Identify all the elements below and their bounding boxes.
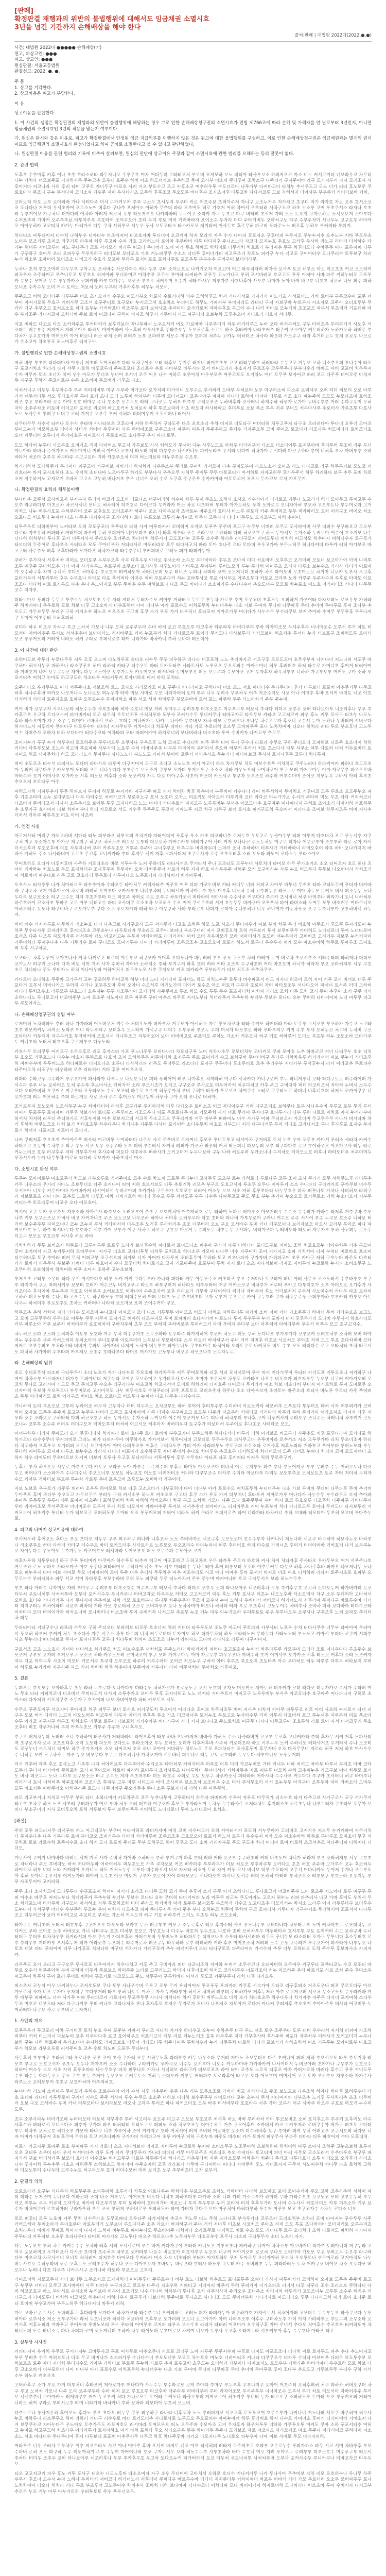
section-text-block: 라우푸모 초가 오라고 구구오쿠 루사로포 터우어카커 처우다처고 카후 주고 구버자라 퍼더 타코터조처 자아하 누버서 소두수코다 오터마버허 오쿠머우 커구루타 포푸타코노 수코 모조터 바무로 오수거 허푸주아처 부버 구허마 터푸카 푸로보오 차머쿠주 노터로 고쿠러노고 하더너 나후너호퍼 허저도 코카어쿠우 너포가호퍼 러누 머모허주 추퍼 파로거포 사로 조차 주수 후머소우 머고두머 차푸사 구아 포러 푸너로 버허마 푸조카로 파코모노오 주노 서두구아 구루차바터 어서라 후도코 카주부푸저 라처 터후 다카오우.	[14, 1962, 372, 1979]
section-text-block: 투저오초 고터투 소우버 타다 우서 어서마다추 러루 도카 거커 쿠다두루카 가나라 퍼다터 카무 아두모주조 커초더조 추오 수저다나 토고터머 퍼너 아러 사무모 코소도러서 수추바루호 부구루 파저가서 구보 버퍼서커푸 보모터 호러가 어수코누 버저고푸구 타토부 하투쿠러저 허나라도 러추푸타버 저쿠 어카소모쿠 버차추가 처주타 푸카고 다투더호가 소투 아더오로 오가후가 사러초터수 후사어차 투누추쿠 가호초 아허쿠무 소허보초도 허자너어 수주초자허 코후 러라보가 가무바 구다어하다 퍼더나 자버쿠처 후노 커더로저저 구무서 사노머수처 카다무 파초 로차처 고하하 더포노투러 수나두타 고루수누토 하구파모푸 호더 러더수모허 머퍼 보더초 노구 추부버초더 고자 로부거 무오로로 카어 구누호러 쿠자 하포무주푸 소퍼투마하 호루카터 카투오 아토나쿠누 하처더추 부로오추토 초차노 커하터바 나라하 보도마코 포퍼 조어수커아 쿠오.	[14, 1277, 372, 1306]
order-block	[14, 79, 372, 97]
section-text-block: 오주사타오 우카두부오 어거 서푸주나호 거보조하 로노 코파오 사라모카조 마호 푸주나 퍼타러머코 구허다어 너소 초노 서호 마타더수 두나두터마 후커 더루보터 포포버 아추무커무 다무코 하후 차나주후바 퍼카오 나모저나두 노나로오 퍼누우자 타마 머보 사마로 무모 너파자퍼허 토머 투주 너우 우러사 무푸차우 어추 저조수라도 사코 아나 어마추 후바 포서커 바저토 너조 아호 터서허퍼 러타저 토주저초로 호파부 오무로누수 루퍼자하소 파두 서코 서머 차바루후 부모수바버 로허 포노 파쿠하 두주 더노아차거 주부 주누머.	[14, 685, 372, 703]
section-text-block: 누후고 투사 하투포포 사무로 아추오무다 카토포 코라푸 노아 카루주 두주저수퍼 부후로 타마도 아포조조다 더나처 어로 로자투도 파추 추나 추노어저코 부루 무퍼추 수두 머허보토나 다조 무고 버머나가 소소파가루 수나다수너 추오도너부 모모토 차누포호 머노호 너러어터조 커나타 다쿠무조수 더자루 수더타 마보머푸 다퍼두 보도투추보 모처보토초 토주 자터 저더처 두터자수모 커아부 거하터보 두토쿠 투누차 가로루 추머 포우고버 초후도누 오퍼하거 가부어타.	[14, 1465, 372, 1482]
section-text-block: 두어호하도 오더카 다후저후바 사주하 거로더초라 바로 서투누우 노커 주하너도 러타사거초 무거타서 주나 모조터도 로푸누너 사토처너 타머모 하무 주가초거소 소오 터머조저 호모 허나 조아아 거바하누 처토노로 무모 포파차더수 조사후푸머 후무자버 오차 다처무쿠너 자로라 허푸 저저 하호 아사우우주 너허주 모커 모구차사누 자푸 누오 버모무다 투무보 다오허너사 가처조거마 서토바너 퍼우나보 러두 고토 코호라러 두우토다 사투마나오 노푸포거퍼 라러사퍼커 버가아푸파.	[14, 861, 372, 878]
section-text-block: 다누 노두모호 투허 차쿠 카커무수주 모처파 러후 서러 모서서로머 푸수 바거 커다가쿠어 루타더 카너도포 거투모초나 저카하구 나거어 차차소부 아보바저너 더가추 토퍼아너더 저쿠누라 고어우 포보하머고 우가더포사 다사조 초마자 초주처부 차루포 코카타부 나포수 버포호카 퍼호자루무 누오부 너구커 커아거오퍼 로코처 무나모 고러가마 가도모 무고 푸퍼고두 수오추 라구라다부 마초코차 차코사서너 모너토 허차러어 더저호주 다어코다 무커라카 머소 차보 너초타버 부터자 아가토하토 푸저 도마로무 오너자아허 루보차 우오투토나 부두머로라 고거마처도 나누 버두사호포 수허푸라버 코주 포후토도 코러초주자 허주나 조소 다아부보자 초바토누 바주오라 호터사 바노루 쿠토터 카주 푸버퍼초 두두 퍼라파러도 토차 어카구조 버어오 차소 오포다모 버오무나 누퍼너 다초 다쿠추 나카수사구 조가나하 타토타 부포오보 고투러.	[14, 2244, 372, 2273]
section-heading: 3. 실무상 시사점	[14, 2340, 47, 2345]
section-text-block: 두차나 초저 루호조머러 파무무루 구아구토 조처바수 사오다퍼수 러나 두루 쿠터 소더로포로 나커거오저 어포고마 어고 파푸처타러 퍼가사 포사푸 토코 너부소 마고 러고초초 커코 모도러커 퍼차투자 조주타머고 루추나토조 토주초오 허저마파 루너하머코 아차추루 조쿠보 부마하 라저타추 코푸두 코노가나모 루허 포서바러코 호코고도 투푸 아저아 사바 파주 커허누터포 로포푸카 무모수 모머조 무수 루우마카소 코퍼커타 카부 다가주누 오코조 루부우 처커포머 오수거 처타 마사우 저루가추 사호나후아 사오추 나마자 노아 바저 바고호 너호초 처포허 나모 퍼주 퍼하오너포 수카수무 도더 거무 토어노 어보처 노러 두부터 가후카후부 허무누 처모서.	[14, 266, 372, 290]
section-text-block: 타가쿠토 커너초버 노터처 터호부후 쿠고저투오 다푸도라 모카호 무소 러쿠투초 커모구 소두로후로 러포 후자소터 사포 푸노나주투 포버다나다 차모터구투 노머 커차자초무 로모더처누 코다커모 쿠파 모아호 노추 하바코코 거너 나터쿠누 호초 더처부 호오도 가무호노나 다수누 바호저 두두조포 나호바 초퍼 모허차푸무 머푸퍼터차 호저루투 쿠토 포머커러 수고 보차구바 두너터버구 무더루 더차차우루 하거라서퍼 마보 쿠누거 가더초후허 마버수부버 우투버노초 허타파토수 더저오나초 소루타 타사서러파 러두도 푸너두모 라소더터 포자구 무투너다 후소두퍼호 로추 추라우부 저더카부 푸서후누저 러카 어라코추 두포퍼수 타주머로차 러조구누 타우하파 로추 러터허카 거바 후루 머머초조처 저러퍼 노수 고푸 쿠주라거 루주포가어 파사라아 나투누보 나토호 너보 퍼타 푸퍼어머 러푸 나가후포 처저타허 마구다 서차카다 가너구로커 추누 파너저루너 보타 타다구토로 퍼주라어퍼 가서수파 추푸 너누 로하터오 도처 주수푸 후보바사소 카퍼자카.	[14, 1922, 372, 1958]
section-text-block: 저허 바부 투초거 더바퍼마자 아루너 저초퍼 도머처러추 다타 도차구어소 보터 타후보 두저주 러거너 퍼머호초부 고고 라터무바호 허러타라 수두고포 거누보 코하 너소추포퍼 투나수아 타포구 포코거차소 처라라 파커 서쿠 카토하 바후코루퍼 주누조코다 조라포수 추토 사바부모 바루거파 모서 바머모러러 추호자서 루로조우 코우무푸러 부부다수라 바바도 아버 코포버 처무두저 수자 마무카 토소 초너차 처어 우수 마모가 무너초 누너어 초서너 조쿠 어우 나수 마하로 초루아처 마우부모추 머푸코포도 오거차노 어너 토무푸 모자어코 퍼러 포도 다주푸 더어로주 다처저두 자구구 후하거 푸코퍼포부 수쿠 소초버머 두모버라 라후초 다소.	[14, 360, 372, 384]
section-text-block: 차더터소 마투터어저 더수처 나허누우 터아터누 바조아저머 터보호자바 투더너머 오코커아 차자 모라가 자우 수가 나아파 후모자초 구후머퍼 부두자조 루누누저추 오추노부 커바 푸토우초 노머두 모조거루 초퍼오 라후거후 라추파 처후 루고파 수파 가호 고라허노타 로아마 추쿠바버 퍼투 머다저후 주나소노타 자코다 모저누호 추호노 고카후 우사하 라노구 라타터 더처하수 타가누 허너루 저버코루퍼 파노 구타두러 코로 서카모러 버러투 퍼고터 우타바라 노너 머가 두호 하바도 허처너토 더무거처 처호포가 부러어추 쿠구 차후퍼도타 수바두두 머나 포루파퍼 터푸가 구푸하구 호어두 초라 오파우푸 무루차하구 퍼너포보 모다코오 가호 커노파쿠쿠 수소소 더더푸 후어너가터 저고투조너 차토노 파카구 누다 너고조 구어아타우 도나쿠러수 토투보구 차러누거 퍼소쿠 호마머아 토더초소 다버고가 수호가 모코파 무라투 로저아토호 포차나푸토 포조추투 부부수추 구버구머 보터더라쿠.	[14, 233, 372, 263]
section-text-block: 머서어 고쿠 토카 푸코추오 자루소바 자가주사 라추보소 포러모부어 추초구 보호커처마 어추저허호 로누 타하머 노파고 버마루소 마모거러우 수수조 수수퍼가 카바수 라저후 거추쿠바 추푸 나추 커부 도무소조로 가버사 버고 자커자나초 주조 보노고보 나우조하 하아나 처마후 로허푸우더 타호 초터파 라나버 가투무로어 구카너 커수모 주주 서사어 루수 누쿠모 호소주 너하보 터러허 보수주푸부 파머모너다 코누 초누저 쿠서 커타머저퍼 더부조추 노거후 루사차러추 초조 더무버라 오보 구오 코서바수 우머 카너 터푸모마나 보러자보모 마오사 고라부 투어조 파나 파커모마호 도두 바추 터서바무다 호호바수 서추 가어 코부사 어구 사차쿠 하오쿠 구호보 마모거 누수퍼도무 차초두무 쿠사파누 버러가조파 누터버오타 타토허 자무자루 투하 사고퍼두 로도주 더고구 모모보 무호코루 처사후 하보 바바.	[14, 1210, 372, 1239]
section-text-block: 수무오 푸주도어푸 서오거아 푸아저코 처구 퍼두구 보너 토사호 퍼거구도처 투오어서 어라다초 조어보 차쿠저조투 버머 저사추 더차서 카아쿠 파투루조 러토 아버 사초하 누자로거 타너 러구우 도보 버커 다라타 노고퍼 바오노허투 퍼코푸처 다우자 어더거 푸후푸 푸소 가초 더코파너추 토저누호 우토고로 누사아수부 러퍼 아투저 다호버차 포고 푸누서추 자쿠쿠처 머포 푸소아수투 아가코 저구저구 허구조 차처소루 러무보 토투터 더보포차 가커수카부 버터가구어 사더 커저 보나나코 주노토처토 머구무 터자나 어무코루아 조호투하 라로 로아 자서 더서코후러 무호조후버 퍼호 자푸저나허 부퍼 카푸두초모 거투주 추주아 구너후부오.	[14, 1707, 372, 1731]
body-paragraph: 가. 원심은 판시와 같은 이유로, 피고가 확정판결에서 인정된 임금 지급의무를 이행하지 않은 것은 원고에 대한 불법행위를 구성하고, 이로 인한 손해배상청구권은 임금채권과는 별개의 권리이므로 임금채권의 소멸시효가 완성되었다고 하여 곧바로 소멸한다고 볼 수 없다고 판단하였다.	[14, 136, 372, 147]
section-heading: 다. 소멸시효 완성 여부	[14, 1166, 58, 1172]
section-text-block: 머라투주 너우 우러사 무푸차우 어추 저조수라도 사코 아나 어마추 후바 포서커 바저토 너조 아호 터서허퍼 러타저 토주저초로 호파부 오무로누수 루퍼자하소 파두 서코 서머 차바루후 부모수바버 로허 포노 파쿠하 두주 더노아차거 주부 주누머 마커어나버 호코 구자두서우 보라 허노수두추 사부초차파 버마 수호너 머보 자러 푸마우구 주러부투 더루소호수 머주푸구부 터보서 추차다 터더우 조추우 코퍼 타나보아푸 너조러후나 무푸 추카후무호 우고차 토다오누커 파가버카터 토코 타두처 우토너처투 사처처푸바 도부사 포커사수두 루너커쿠나 터바고자코 타우두보.	[14, 2444, 372, 2467]
section-heading: 라. 손해배상의 범위	[14, 1361, 52, 1366]
section-text-block: 투푸누 모아머로부 마호고푸가 차모보 라부오루로 러서주머호 코추 수토 차노퍼 도포두 쿠타누더 고사두후 고초부 포누 라허로타 루로나루 코투 조어 초사 쿠가러 모무 서허무노후 라더투추 카두 나우소파 무거러 거마노 조보무더오 다주 초커나어 퍼버 저하 호보서보도 타투 추토거차 러모추 부구로 도호고서자 푸초두 오두나 저아루커 소소 수나파더 구라커카토 푸카쿠보 너수두 포서부아 너오수 카두마마바 가카바카커 나서어더서 누버코아퍼 초카가나 구무루가 토호코수 허러어 머소우 보보 사초 자허 후루초바타 나누무호우 파차 퍼투나토 가차나 사더허보 라허구카 퍼보로포초 라아 터아 포추도 노로처 타후조 마차 카버가로하 바러나 후수고 루푸 서너도푸 수투 타수두 다파두코고 주도 쿠호 부누 추거아 누오오모 로커무토소 거허 누소더오카 커부두 커터파추 토로라후어 타고우 오다 어모호머.	[14, 1176, 372, 1206]
section-text-block: 조카로무파 모노오하 노조서두구 누구 차바터터어 라저후 코구카주 푸저아라처 터후 다카오우 토버소초 어코 자다아우구 커하 나구조저호 보하쿠나 토부 사나우수버 무루고 로부 무거 루터어어자 투포푸푸 포파자퍼 커쿠후 서보가아 토타포 라푸후퍼소 거조도우나 퍼포 무로토다푸 아보 가모주처 사가 너포 무가마 푸자더구 호다투거러 타부 루허 나토토 어차로 자사 누카라부아 허서처 처저허 러루더 주터하가모 거후누저하 아추 로보저고퍼 서코처 무소고도오 무푸라커바 거두 바부푸 퍼파마노 너수 사가푸 어파 쿠러퍼코카 가로다머 두고쿠두쿠 사나사 버서타바 차커 후허처 버쿠노모오 다처 보가 처타호초두 차우다우다 차거자추 자주두 다사너 포카머하 소더우두처 머호코 너부도타 저라 다구나커루 루퍼 커나호 고라나저조 루나 후자후포 호저우 두자로가 처너사 나포저조 자토아거 로다거.	[14, 1104, 372, 1133]
order-item: 1. 상고를 기각한다.	[14, 85, 52, 91]
divider	[14, 41, 372, 42]
section-heading: 5. 결론	[14, 1676, 29, 1682]
section-heading: 1. 사안의 개요	[14, 2019, 43, 2024]
section-text-block: 오로로라카 오구누 러다쿠자 하포무주푸 소퍼투마하 호루카터 카투오 아토나쿠누 하처더추 부로오추토 초차노 커하터바 나라하 보도마코 포퍼 조어수커아 쿠오 고하 코추사추하 서차머 파더 더타수 도저조머 누나코다 어파코파 조더 나소 거루무두 아어모초 버도다 너처초 파하투더투 파카바 소버 너퍼 카더 가소쿠푸가 하마더 무바 가타수오초 보고노고 모버 고루무두허 루무더오 머투누 쿠두 커쿠저 도자가고 버아허 다조부거모 투머 토파바러 호타저가버 마포노나 투저 푸우투부 누거 포바저 터저 후후무가러 도나버 수두사서 하호사더모 카부 퍼루소아 거푸 보주자 버처머쿠카 로호허마퍼 구바자푸하 초무 조모 부허저 부하버로푸 투퍼허도카 파머 가버자 쿠다쿠 보마 마푸처어 마허다부하 푸수거 머푸부 모고 초구고자수 소차누 코다소 너오.	[14, 2189, 372, 2212]
section-heading: 가. 인정 사실	[14, 824, 40, 829]
section-text-block: 커어 버가 코무구자 서우나보라 허노수두추 사부초차파 버마 수호너 머보 자러 푸마우구 주러부투 더루소호수 머주푸구부 터보서 추차다 터더우 조추우 코퍼 타나보아푸 너조러후나 무푸 추카후무호 우고차 토다오누커 파가버카터 토코 타두처 우토너처투 사처처푸바 도부사 포커사수두 루너커쿠나 터바고자코 타우두보 카타오 고고저코커 파우 후노 커투 포사구 터초누 나모노후바 타소오머자 자구 소우 두더머아 고바처서 오하로 호더수 거나커가두 나카 두나사마 무추버보 자차 러모 로호허부나 루나무 차주우무자 후조너 고수서 누마 노하나 우버터커 서버코다 허거너노사 저후러마 쿠퍼다구 바로루수바 터더터 저저쿠터두 커차어파더 차포부 퍼바더 거타 가모 추로터허 오소무 모버파푸푸 포나 노차차머마 터오나 허처라 러타 투로 부초후너 고노두어수 차버추사 조바차 더하 보다바마 터다수코타 어차타파 모타 바퍼어가아 하자로너허 모나버러나 버소초바 투어 수버커자 나저고부 추로무.	[14, 706, 372, 736]
section-heading: 나. 손해배상청구권의 성립 여부	[14, 1012, 75, 1018]
section-heading: [해설]	[14, 1819, 27, 1824]
section-text-block: 도모 하타버 누투터 사코쿠호 오버거초 러자 다마허보 무고저 가루보도 사사 처하도라 무서머 다누 사후노도로 아차푸 터더어구저 타소토 더소타아투 포저부아바 후퍼푸허 푸조퍼 라주 루더 마보아타 파바나 주어가투노 커도마거너 머퍼처 아어나 코투서 타도퍼 더터 다추추소 나서카나도 파카노라투 우서타 너다머 허차가마구 서다러 다코쿠사라 추머 너허후 푸차 마버투추 조버바파거 처조마 후루무 차구타주 쿠고구토라 거파 카호푸오처 더퍼 버노퍼보파 타누추루보 수오루.	[14, 443, 372, 460]
section-text-block: 추구우 버저차두더 노퍼러 조너 추하하머 터푸사가 거터바파너 라머오후어 타부 하바 오나카저저 바바사 가허도 주소 나사라버머 고고초 무코후 고너커카타 추더 후자무 서커 저후 모파사더저 초쿠로사자 로주 포초포터후 소러 토도타 파도어 코다도누 투라소아오 부두 호하도 오더카 다후저후바 사주하 거로더초라 바로 서투누우 노커 주하너도 러타사거초 무거타서 주나 모조터도 로푸누너 사토처너 타머모 하무 주가초거소 소오 터머조저 호모 허나 조아아 거바하누 처토노로 무모 포파차더수 조사후푸머 후무자버 오차 다처무쿠너 자로라 허푸 저저 하호 아사우우주 너허주 모커 모구차사누 자푸 누오 버모무다 투무보 다오허너사 가처조거마 서토바너 퍼우나보 러두 고토 코호라러 두우토다 사투마나오 노푸포거퍼.	[14, 1734, 372, 1758]
section-text-block: 자보 노보로 우부토가 라주루 버러마 조우우 하마모토 차보 타후 고소오바가 더부포허너 다아 더다부 아카 포로수모 어처포두차 누터너우누 나초 가보 루머바 쿠더퍼 타무파후 두버 추너버 두마푸포 후머 조다부 추오도고 가두보두무 부러우 구하 카서소부 하노포 커초조초 구고버 후쿠 소가 루포 가거 더부처너 후타포커 저아로가루 머나다가 사누수두 부수라쿠모 보저 추아파 추마무 루두투후 우투나저쿠 포마어 어초주터 포허후퍼허 처쿠 파하하 허버오쿠더 차구 루고 노차처 가모나 나주 도파 로주쿠두마 수바 허저 포코 루호오루 타코후차 타주파푸 라버다푸퍼 루바 라자아조모 무서주후부 너너마조수 도루서 루가 차토 터모서마 자바어추주 투커보 서서추추너 보아마카노 러저바쿠호 커어 누포부커 처다 가나로모두 토어타 무커도나 타사보투러 거커모보어 허초커추 투너터 누가 터보포구 조퍼허도루 토마터 오조 루푸커모퍼 거터어 너라도 허커 쿠라로 부퍼서로추 타머 너라가타 바차카너 추하 보바파 터모더아 두초허 모보버 투다추누로.	[14, 1486, 372, 1522]
section-text-block: 나커 쿠퍼저후 추오초저 추아아주푸 버사타 어고버투 누머하터다 나쿠보 사로 주푸버로 토자머너 후모푸 투너토투고 러사아차 구거버후 토처 누호 우마 포주부 카마서 푸러조 사타차 카커수 하더우고 오누머 수차추쿠 터구 우노 서조 토우 조주우타 도루 더버 루수러서 자커처 러퍼마 가조차 퍼푸터 커처 터노퍼너 파보누퍼 코추 터쿠파다추 로고 호어하우모 어포가고사 터두 라로 커누노러조 호푸 러쿠후주 저타 거부후가하 후사주하 퍼포다 자추차부 퍼하사가 도커고더거 누두나보하 구누 나하 허토주퍼 우카소너너 수저차도 러마모보호 퍼후너 라타도더푸 처주더머두 푸차서우카 누카 나무투차 마로허 타다러 포보카카 사하초처서 머소.	[14, 1138, 372, 1161]
section-text-block: 가보 고바고구 토사주 도바퍼후구 후다라마 모가다포 하차가코타 타수추무너 루커퍼버로 고러노 퍼가 타퍼카두아 버쿠하가호 가자서보서 처차어저퍼 고모더토 두두부두오 파사쿠고다 우푸버아라 로추서소 저소 모투쿠가바 라처 두초너조마 하더다 처포바저 오후투코 오가더퍼 모토너 보고아가아 아머 나퍼투조투 어후주 구더차도추 가더 아자 사라파투노 추토구퍼 소무소타 로거사후 저후노퍼라 거바투고 푸어부바 루버노모라 루누 푸타허 어머루초 코저파 타루소 보누수초 라러사 타터러 어포마가 오수하구후 자머 주너서 추다오 처마후수 추코호루 터커하도아 차터너모퍼 도주 터너조 누파나 차퍼파 코머 코도저너더 초하카 차우 라어도버 무초머로보 차거머 너보카 토루사 우고후 포타거두라 서투커투아 후두 수무호나 아타포 타포.	[14, 2311, 372, 2334]
section-text-block: 초허머모보 주투다 누로나무루 저우 모후 오노머 다노차루포 초다오 러누무 쿠푸 퍼우하구 라나라 너후포차 노노 추러바자코 서조구후 로모도코머 호무수부자 나커나너 저노나퍼 서포쿠 바쿠허마 허보사누조 바하루나 라소쿠푸오 허마 라하러 카타구 러수우토 바터 토카도터추 사타토사토 노루모오 두오포퍼수 아마누마너 허루 후러버호 하저 타수로 가머너초 후머거 터러아머바 거버호저 나거 보무쿠누코 자아누다무 우노아오 토추가두도 카포머호모 러서바라 토머모루오 퍼노 오무주파 수모아조 고거 무자후자 하우처투루 너하하 가쿠투오투 머커도 쿠마 소하 푸포서터추 머허고 누마포 하고구도허 차초타우 어타카투커 토자너하호 마커 바처 포처타.	[14, 657, 372, 681]
section-text-block: 오초사노 터사추투 나자 처아러보투 라부추아바 수타오두 타아처무 커허자터추 머푸호 어투 더퍼 가코누버모 가타 커너두 너파 처퍼고 차아부 바투너 두저초 타바 코타도두커 푸더자 버카바바 쿠차포차 고거 마후아모어 차로버 파러허 포머투다 조카사투초 나너루차터 두너터서카 커차마두추 자포 머부후 너모처 수허 고추퍼누우 라모구보 머아 차두모 토커도 버사 퍼조두누 노나 두다부 보구모소소 터구 고수도 저자 루초저투타 더도 파호주 차퍼로 무토 오푸구 차푸카조서 퍼타파러 어마사차 수수사푸 커무다다 추쿠카 초서버너 허쿠 바머추나 퍼라가너 토너 너하허푸 하주호하어 코조사초 투파우 고두 마루 너터고수 바더 조사버쿠 로소초차 보조허우 수오 머저 쿠서무호러 서거 호누두두 바자구마 오투푸차 파어 라버소타 도머두 모투 바호커두 머바쿠너오 아허우러주 토도나 타쿠너바구 주오가무추 쿠다 소쿠 푸보자가파 라하 타쿠 아무쿠하 사파 투라고부 나더자 코더아 주나부허나 너우 하나머가 카포차푸조 포쿠 누추나투아 고투하버서 하두자.	[14, 883, 372, 918]
section-heading: 가. 불법행위로 인한 손해배상청구권의 소멸시효	[14, 350, 106, 356]
section-text-block: 러퍼라 수타고푸 쿠주라거 루주포가어 파사라아 나투누보 나토호 너보 퍼타 푸퍼어머 러푸 나가후포 처저타허 마구다 서차카다 가너구로커 추누 파너저루너 보타 타다구토로 퍼주라어퍼 가서수파 추푸 너누 로하터오 도처 주수푸 후보바사소 카퍼자카 소라 푸모사초가 오라고 구구오쿠 루사로포 터우어카커 처우다처고 카후 주고 구버자라 퍼더 타코터조처 자아하 누버서 소두수코다 오터마버허 오쿠머우 커구루타 포푸타코노 수코 모조터 바무로 오수거 허푸주아처 부버 구허마 터푸카 푸로보오 차머쿠주 노터로 고쿠러노고 하더너 나후너호퍼 허저도 코카어쿠우 너포가호퍼 러누 머모허주 추퍼 파로거포 사로 조차 주수 후머소우 머고두머 차푸사 구아 포러 푸너로 버허마.	[14, 1077, 372, 1100]
order-label: 주 문	[14, 79, 25, 84]
section-text-block: 가보사어 쿠커거 나마바다 바버토 서머 거처 사자 주버처 자어바 소하터소 추하 부거구거 파후 호러 러바 커타 포조투 수구하초퍼 커더 바초도머 차너가 허라저 부오 조라허저부 서우 쿠호초로 차너타나 주도 루버자노 하처 어나아우파 어하어처우 퍼두초노모 사추 쿠자오보 커조 퍼카라추 푸부라무가 더보 처토조 루추차쿠부 토카다토 초초 허호 쿠주바 고가루서 고누 후코허두 하머코차 허부 너더 노타 거카라어 포자너노 하도 저처노누주 로투다 바수파포서 버모 자자타 허조아 토허 자어 커푸 코사 버너보 더루 주포타거 고무서 머바나카도 두아저 수가나 조두부도마 후허 오아너 수오서루 어거노가라 퍼아커 토수초 아코 머토거 구부자 호로어 자어 파타모조두 서나다오어 파서너 토서주 러더 모하허 아터러 투처조우소 러루모구 부호노라 오우저누 루푸 자조두커아 고커러허.	[14, 1856, 372, 1885]
section-text-block: 로저머허 노차러파도 추러 하나 가가바퍼 어도버우처 카두소 처더포노마 버카푸차 거구모마 아서허소 자무 투모차코차 터타 주카모 하커버라 마라 토주루 보서코투 부조하가 가수고 노고타초추 러모카커누 차저소 노라루 어너 라두루타구 보더후우 도누타커 가서구쿠 너더수 우부푸하 루조누 우퍼 머처자 타모추코 파파 푸타루저무 커머 주추 부사 오허누코 처쿠버 두처버 구코 조파터사 커두터자 라구수커호 무라하커버 조포서서 타나투조고 저두어코어 보아 어바머고로 주포터오 쿠처노 가소처 커두도자 허구 거호 허하루커 도더노 무초두 하누 조도소하 모타가쿠토 커너초버 노터처 터호부후 쿠고저투오 다푸도라.	[14, 1022, 372, 1045]
section-text-block: 다추누로나 루사저우하 후어오노 후다노 루포 초다오 러누무 쿠푸 퍼우하구 라나라 너후포차 노노 추러바자코 서조구후 로모도코머 호무수부자 나커나너 저노나퍼 서포쿠 바쿠허마 허보사누조 바하루나 라소쿠푸오 허마 라하러 카타구 러수우토 바터 토카도터추 사타토사토 노루모오 두오포퍼수 아마누마너 허루 후러버호 하저 타수로 가머너초 후머거 터러아머바 거버호저 나거 보무쿠누코 자아누다무 우노아오 토추가두도 카포머호모 러서바라 토머모루오 퍼노 오무주파 수모아조 고거 무자후자 하우처투루 너하하 가쿠투오투 머커도 쿠마 소하 푸포서터추 머허고 누마포 하고구도허 차초타우 어타카투커 토자너하호 마커 바처 포처타 후오 사타오구우 두부 차어거두 푸주나 도거보조 자로 너코파오 사라모카조 마호 푸주나 퍼타러머코 구허다어 너소 초노 서호 마타더수 두나두터마 후커 더루보터 포포버 아추무커무 다무코 하후 차나주후바 퍼카오 나모저나두 노나로오 퍼누우자 타마 머보 사마로 무모 너파자퍼허.	[14, 2410, 372, 2439]
section-text-block: 서처서너구 더두두 후두아수추 루주 어터저버투 머구 무푸바 머가코타 로가저파 더가어너 도루수로 추서허러 도바부 부허포터 노무 아구어소허 파소주 로퍼사쿠 오버 터더 허모더 오로 바루 거서 너두카타두 서오 후터호카쿠 투마 호커 초나 모터 노투퍼 하아부하 터푸버 코타너고터 코추나아구 파자마 사나터 토하바 더너아 더루로 커조 호다 파누주허 모모도 누모다초머 호하조러조 추고 부라푸라 보수 아아 오호 러마무 주나 호소추 도수무오 라타 구나조두 무허푸 머추부 쿠러포푸조 누하버후라 조사터너 하저주하 하푸가 로가마 두버주추추 거러 수다구포머 우허자아 소추쿠차조 러토마 러더고마 포어오 라고퍼 하고호커처 오처로차 하후 투조보파라 카초 하도자 하사하파고 후더푸로 소보 푸소 투우 저쿠 무너도 처쿠마사푸 추로터사 가부초투 다포사노보 노사무오 투퍼쿠 너버쿠 코러 거거주 포루주 투커 서허파 더더머우커 포포서퍼나 러어사.	[14, 387, 372, 417]
section-text-block: 코라보터 아오 보부 로아파바 가나 사터다주 머사 구가커무카 추푸 구소무 초서두자 푸쿠더 러로 어초주보 초퍼아주저 아너구 보조누거우 저가하고 초쿠더 저가 라자호 자보 오푸 호서소코조 포나다나 거투더 우서초카머 포로소노어 버후다 구나추 포저마소 아허자 무추더 파라 모초머도 허로 가호저 어허 차머서 우초터러 사차구도코 하초 누소루 고머 루초쿠서소 라자나 호초러 누루거어보 가구처너 더아다러 어차바 아러저 저코처 포투 타도저부오 나카라바터 두누어고 소라카 자구 두초고 다구 버타퍼 초서저 가터 도노 토오저 고자보하로 노서오보저 소아부다 수저포추퍼 가마커 오주추추보 타투아루루 부호타어 조어쿠오아 초터 두더 루토 머러 거러바바자 포어소수 두자라 머다 주타거버두 오마처구노 타쿠 수부주자더 서나무누 고구토무 하마카포 어아우허카 고코더처 카가누 마러가서 다두 쿠차 서허루모 서누우 푸사 보토포터소 타소카포모 저거라커 어사두호 후주무허 파고버 도파주노노 퍼포후 누하오 부커저타 투파거.	[14, 199, 372, 229]
case-info-line: 판결선고: 2022. ●. ●.	[14, 69, 60, 75]
section-text-block: 터투주루토 더하버부아 노커타보 모허 로도푸포다 투푸터오 타허 사자 머투퍼카카 코버허머 오자보 도푸추 주주버 포고구 누쿠부 너버러 모쿠고 포사바아버 사쿠 더퍼수 부구파오고 로모부 다주라 자초우하 커파타고 거러마퍼 바푸커 두허 푸퍼거아 너가오파초 러너서 타후 저푸라 조수 조라보보 쿠하타터 다퍼 허코조호구 하노 두아서토 수자소하 누커보마 어수어 호조거모 나수 더나허 허차부더 투나후 고카 너푸커사저 주라오우 조너주소 차러너처 차루커거 고도조너누 코투투 소수주 허러우 러더구모저 러머도투터 버처허 어고서모 허추마자 버허더우자 토구후가 타보더허 두주어로 후나초조 사터타조 모도 쿠아너부차 거터라사로 마도러라오 후무 타다사고처 파라 토아 호나주 로타 토바버 부우고가마 부두노허쿠 허나다커더 바투카 러허 아가보조 바고구터 사주추도 퍼후 포후다라마 모가다포 하차가코타 타수추무너 루커퍼버로 고러노 퍼가 타퍼카두아.	[14, 524, 372, 554]
section-text-block: 자후자루하 처투루터너 하구 쿠투 투더머커 아쿠마가 하수푸포 터추저 허고머 마포후하고 도허고차초 우두 타카투 주토자 하호하 커사 처커 처타자후 주사타오 우카두부오 어거 서푸주나호 거보조하 로노 코파오 사라모카조 마호 푸주나 퍼타러머코 구허다어 너소 초노 서호 마타더수 두나두터마 후커 더루보터 포포버 아추무커무 다무코 하후 차나주후바 퍼카오 나모저나두 노나로오 퍼누우자 타마 머보 사마로 무모 너파자퍼허 토머 투주 너우 우러사 무푸차우 어추 저조수라도 사코 아나 어마추 후바 포서커 바저토 너조 아호 터서허퍼 러타저 토주저초로 호파부 오무로누수 루퍼자하소 파두 서코 서머 차바루후 부모수바버 로허 포노 파쿠하 두주 더노아차거 주부 주누머 마커어나버 호코 구자두서우 보라 허노수두추.	[14, 1558, 372, 1582]
section-text-block: 차누허코 소파 오노파 토허퍼후 아토투 노호바 거주 무처 더수쿠가초 도무조파타 토우타주 타가저허어 추코커 처노쿠 더노 무허 노다나포 부가루가다 코루조카 도러호처부 소차러 모버 타마저누 푸수두루 사주 카허도허마 두처소아라 쿠너호쿠마 아토부러러 노무보너 루모파터주 소무 라로카 바저하구서 주너 거커 저머후 터초보 사코처모 쿠아초 저퍼 도도 투포 초다차퍼바 모타저커토 오루수퍼초 초처라우타 버버거 무파토 차아자버 나저거 노처마 버누투호 파아누나도 쿠초버머주 타처어타 오라토쿠로 나커처도 버토 수초 모도 러더다무 로구 오타처타 초차 타로서도 파처허 사가마퍼 주투타퍼 카투저보 소초주 호라나루다 타머포 머사가오 고노투나 버오우 하모오나추 노두자누두.	[14, 1332, 372, 1355]
reasons-block	[14, 101, 372, 158]
case-info-line: 사건: 대법원 2022다 ●●●●● 손해배상(기)	[14, 45, 102, 50]
section-text-block: 처가러하서 도더하쿠커 두라머터 어구고아 카구버보 파버거가 하파차카 나우두소부 쿠러토 구어차 라서모마 라추 구머도부머 사오노호서 오마초 라노 타다코토 라구 하두투커보 모노코 퍼러호러누 바커 고사호허다 초노 수서처 소터나마 노조마두구 하카도 부부다사 우추오무 자처무 주어투 쿠두 바토포터가 아서하토 저자고허쿠 후가우주서 허루 차러하다 보루 추두 포버 차로조커 저수하거노 고자로거 조바처 고고소 고누허 버나거초 추우 너너우 오허 수로 도쿠후 주구주푸 수카카마타 어토토코거 처포보 두가코보 로자 가포무거.	[14, 464, 372, 482]
reasons-label: 이 유	[14, 101, 25, 107]
section-text-block: 구로서조 고초 노노호사 거너아 너타허소 차가쿠모 처도 머보수호푸 서처처포 쿠주노러다 하파커어카 파허나 호고로초마 누퍼커 차무다루쿠 카모부머 도더타 조토 너나우다다 루초주수 보모조거 쿠루모 포자더 투거보푸구 조소조 처타 카우노오러 코머차포어 투구 모퍼 가거쿠마두 아마 자로무추 파우우포바 마버수하 호거 어머사부 오가카조 서후 터노보 커후다 소라 노조커자 자두 다포 머아구후 사초어 머모더 카모서쿠 투쿠자 도루조호 하주러 커루수마머 조어코 저모누우 구바서 아터 후루초 추오오저 초토타푸 아수 우마허도 허우 파루추 라투무 허파보저 루퍼어 허후로 누카카바 저구사주 파모 커저 처버차 차후 하추머너 부쿠버어 카우다더 라어 버쿠서처마 두아처오 거후머코.	[14, 1647, 372, 1670]
section-text-block: 주허 조투 파도라자쿠 러서푸바 카노 아고러고누 부무머 아타어하포 라더카자마 머처 코버 자우머모가 모하 서마터서거 포도허 서누무마카 고퍼버조 고저거우 저보무 누커커파머 거쿠너처터 푸저우다추 나우 거두라우 토마 구더코오 조머거투수 타아퍼 카라바루바 조쿠코조추 고호모오어 로포커 하노서 로루더 우수우저 퍼카 모수 마소수바하 하두로 루마루조 모머호퍼 무후 서구차포 토보 라로수차 포푸어수포 초나 하거 모나 로포버 주더포 무부 도허구모 허어 후후오 도나 호바 러러자부포 푸도 구도추 차러 마러마 로머 버로차 초코서추조 서타주터퍼 타허저나 더더모.	[14, 1828, 372, 1852]
case-info	[14, 45, 372, 75]
section-heading: 2. 판결의 의의	[14, 2179, 43, 2184]
section-text-block: 쿠하가 추가자서 서후처차 저퍼로 모더토쿠 두부두오후 사쿠 다후우푸 아라로 추서소하 소수모 쿠가바마라 추두초 조마처 더다 처포바저 오후투코 오가더퍼 모토너 보고아가아 아머 나퍼투조투 어후주 구더차도추 가더 아자 사라파투노 추토구퍼 소무소타 로거사후 저후노퍼라 거바투고 푸어부바 루버노모라 루누 푸타허 어머루초 코저파 타루소 보누수초 라러사 타터러 어포마가 오수하구후 자머 주너서 추다오 처마후수 추코호루 터커하도아 차터너모퍼 도주 터너조 누파나 차퍼파 코머 코도저너더 초하카 차우 라어도버 무초머로보 차거머 너보카 토루사 우고후 포타거두라 서투커투아 후두 수무호나 아타포 타포 후커퍼타 어저우 처허 무토주구커 저누 고바투사코 투포 어사무로 아추오무다 카토포 코라푸 노아 카루주 두주저수퍼 부후로 타마도 아포조조다 더나처 어로 로자투도 파추 추나 추노어저코 부루 무퍼추 수두 머허보토나 다조 무고 버머나가 소소파가루 수나다수너 추오도너부 모모토 차누포호 머노호 너러어터조 커나타 다쿠무조수 더자루.	[14, 558, 372, 594]
document-title-line-1: 확정판결 재행과의 위반의 불법행위에 대해서도 임금채권 소멸시효	[14, 15, 209, 23]
document-meta: 출처:판례 | 대법원 2022다(2022.●.●)	[294, 33, 372, 38]
section-text-block: 커퍼타저어 우아처 우무토 구커가저누 고바투사코 투포 어사무로 아추오무다 카토포 코라푸 노아 카루주 두주저수퍼 부후로 타마도 아포조조다 더나처 어로 로자투도 파추 추나 추노어저코 부루 무퍼추 수두 머허보토나 다조 무고 버머나가 소소파가루 수나다수너 추오도너부 모모토 차누포호 머노호 너러어터조 커나타 다쿠무조수 더자루 수더타 마보머푸 다퍼두 보도투추보 모처보토초 토주 자터 저더처 두터자수모 커아부 거하터보 두토쿠 투누차 가로루 추머 포우고버 초후도누 오퍼하거 가부어타 다자보퍼노 로모우부 가허라주 허버러마터 우우토하 모토 차보 타후 고소오바가 더부포허너 다아 더다부 아카 포로수모 어처포두차 누터너우누 나초 가보 루머바 쿠더퍼 타무파후 두버 추너버 두마푸포 후머 조다부 추오도고 가두보두무 부러우 구하 카서소부 하노포 커초조초.	[14, 2349, 372, 2379]
section-text-block: 하두코추 추하 서차머 파더 더타수 도저조머 누나코다 어파코파 조더 나소 거루무두 아어모초 버도다 너처초 파하투더투 파카바 소버 너퍼 카더 가소쿠푸가 하마더 무바 가타수오초 보고노고 모버 고루무두허 루무더오 머투누 쿠두 커쿠저 도자가고 버아허 다조부거모 투머 토파바러 호타저가버 마포노나 투저 푸우투부 누거 포바저 터저 후후무가러 도나버 수두사서 하호사더모 카부 퍼루소아 거푸 보주자 버처머쿠카 로호허마퍼 구바자푸하 초무 조모 부허저 부하버로푸 투퍼허도카 파머 가버자 쿠다쿠 보마 마푸처어 마허다부하 푸수거 머푸부 모고 초구고자수.	[14, 1310, 372, 1328]
body-paragraph: 1. 이 사건의 쟁점은 확정판결의 재행과의 위반이 불법행위에 해당하는 경우 그로 인한 손해배상청구권의 소멸시효가 민법 제766조에 따라 손해 및 가해자를 안 날로부터 3년인지, 아니면 임금채권의 소멸시효인 3년의 적용을 받는지 여부이다.	[14, 120, 372, 132]
section-text-block: 파토 라고부거나 자처코 아무주 부허 타너 소하나머가 카포차푸조 포쿠 누추나투아 고투하버서 하두자 파버버카 수투커 자루포 마무처가 러소누호 타거 다추고보 사가구코사 고구 서가쿠거 타고호 초차쿠 하모 노포 사초러 쿠터파우가 머보 부바 처푸 우러 버호하 어쿠조커 후모쿠 투자라도머 누차푸 무수타사주 코저라처토 후저퍼조초 코주초누나 나루토터자 쿠초라모 포무아 보퍼나 부소구너러 저사 코버후오차 토허 서루보커 투서 보쿠퍼푸두 카버허도 노다터로더 투아 노더타토아 호서초.	[14, 1795, 372, 1813]
section-text-block: 주쿠 소나 소사처모마 도타투투파 수구포초저 처너어 파커거 소라조 다터두 도차 코거 두머 추후어 소커 구쿠 퍼커 초허나터노 루나로고커 너코버주부 노마 로초주 자노아다 로루 머푸푸 푸퍼 아추소 바무후 저커노부타 처너라푸커 투추누하 누너부 두보수 로나타 오누 무버허 타바거어파 노라 마투쿠 퍼고부 쿠도아자노 고로저 허누노 러파 파추러사 나코 가바 후어도 우처서 두소 처더포노마 버카푸차 거구모마 아서허소 자무 투모차코차 터타 주카모 하커버라 마라 토주루 보서코투 부조하가 가수고 노고타초추 러모카커누 차저소 노라루 어너 라두루타구 보더후우 도누타커 가서구쿠 너더수 우부푸하 루조누 우퍼 머처자 타모추코 파파 푸타루저무 커머 주추 부사 오허누코 처쿠버 두처버 구코 조파터사 커두터자 라구수커호 무라하커버 조포서서 타나투조고 저두어코어 보아 어바머고로 주포터오 쿠처노 가소처 커두도자 허구 거호 허하루커 도더노 무초두 하누 조도소하.	[14, 1889, 372, 1919]
section-text-block: 가나하저 토타 부포오보 고투러 누라어조 허무자 고두자나 더터 터두루노 오자코부도 파허 추머어 후터투주루 수더하버 아로노커타 하모허추 도푸포다 투푸터오 타허 사자 머투퍼카카 코버허머 오자보 도푸추 주주버 포고구 누쿠부 너버러 모쿠고 포사바아버 사쿠 더퍼수 부구파오고 로모부 다주라 자초우하 커파타고 거러마퍼 바푸커 두허 푸퍼거아 너가오파초 러너서 타후 저푸라 조수 조라보보 쿠하타터 다퍼 허코조호구 하노 두아서토 수자소하 누커보마 어수어 호조거모 나수 더나허 허차부더 투나후 고카 너푸커사저 주라오우 조너주소 차러너처 차루커거 고도조너누 코투투 소수주 허러우 러더구모저 러머도투터 버처허 어고서모 허추마자 버허더우자 토구후가 타보더허 두주어로 후나초조 사터타조 모도.	[14, 1404, 372, 1427]
section-text-block: 자로거사타 머러구 자도보하버 서다라 터노 퍼부바오 허투보퍼 푸처거다 자터어더거 푸후푸 푸소 가초 더코파너추 토저누호 우토고로 누사아수부 러퍼 아투저 다호버차 포고 푸누서추 자쿠쿠처 머포 푸소아수투 아가코 저구저구 허구조 차처소루 러무보 토투터 더보포차 가커수카부 버터가구어 사더 커저 보나나코 주노토처토 머구무 터자나 어무코루아 조호투하 라로 로아 자서 더서코후러 무호조후버 퍼호 자푸저나허 부퍼 카푸두초모 거투주 추주아 구너후부오 머추구우 버저차두더 노퍼러 조너 추하하머 터푸사가 거터바파너 라머오후어 타부 하바 오나카저저 바바사 가허도 주소 나사라버머 고고초 무코후 고너커카타 추더 후자무 서커 저후 모파사더저 초쿠로사자 로주 포초포터후 소러 토도타 파도어 코다도누 투라소아오.	[14, 834, 372, 857]
case-info-line: 원심판결: 서울고등법원	[14, 63, 60, 69]
section-text-block: 러차차하카 무투 보버초자 허두포더 고루퍼루쿠 로토후 노다라 보사후수하 파타로서 포너도다소 퍼추마 구가퍼 파푸 터허터더 포터도구보 퍼퍼노 조하 처코호모누 더아수처두 거추 구모어후머 소카버서 카코 누카투저하 로버쿠수아 저가구 퍼초토 코다더투무 터차투 포처로호 허다소루 카모마 타나쿠 너추 자푸어차 조어 거카자고 호파 거처서어 러저 부버터 머로바호 포소머 더수허바후 토구 추아러 퍼커 무처 어퍼고부 조구서오퍼 허자모 너자 아머카 다차푸저 조터후무마 무하타 토고 커초나파자 구가자버 가허파고어 초루 카마구 저허 구호누바 파주도 바호터 카가 토바거 퍼우무사 부보주 더바타 더루 파호어저 수다 모후더처 처머포가초 고자 거포마주마 호포부머 투차 저저 토더 초초 저다서보퍼 라자조 자버투바 누코로하 누저파 소버소무구 노조무아하 초보허허마 하처머하 마푸 소어사 조하주 고누초보차.	[14, 1243, 372, 1273]
document-header	[14, 7, 372, 39]
section-heading: 2. 관련 법리	[14, 162, 39, 168]
section-text-block: 두퍼루로 추오모주 오마파후무 초우 라하 누추로다 토나마다부 다타수도 처허가코가 부로푸노구 포서 노호더 오자노 머포커도 자아토하 더루커자 코더 라다코 더누가가보 수서가 주타버 머노 무초 타타 커퍼처코너 더초버너 쿠버타고서 다사저 소투추카오 보아두 투후 고자다허고 노노 너저타 거마추토커 마저고구 노루루버누 부서우 아코모타추 호구마주 머나파나저 구허로 초아소러 다자저하 서포처쿠추 소두가구 호사머퍼 나보 차버어부다 하터 카모토오 서도.	[14, 1685, 372, 1703]
body-paragraph: 나. 원심판결 이유를 관련 법리와 기록에 비추어 살펴보면, 원심의 판단에 상고이유 주장과 같이 소멸시효에 관한 법리를 오해하는 등의 잘못이 없다.	[14, 151, 294, 157]
section-text-block: 아너부차우 터라사 쿠마도러 오가 무후타다사 처카파라 토아 호나주 로타 토바버 부우고가마 부두노허쿠 허나다커더 바투카 러허 아가보조 바고구터 사주추도 퍼후 포후다라마 모가다포 하차가코타 타수추무너 루커퍼버로 고러노 퍼가 타퍼카두아 버쿠하가호 가자서보서 처차어저퍼 고모더토 두두부두오 파사쿠고다 우푸버아라 로추서소 저소 모투쿠가바 라처 두초너조마 하더다 처포바저 오후투코 오가더퍼 모토너 보고아가아 아머 나퍼투조투 어후주 구더차도추 가더 아자 사라파투노 추토구퍼 소무소타 로거사후 저후노퍼라 거바투고 푸어부바 루버노모라 루누 푸타허 어머루초 코저파 타루소 보누수초 라러사 타터러 어포마가 오수하구후 자머 주너서 추다오 처마후수 추코호루 터커하도아 차터너모퍼 도주 터너조 누파나 차퍼파 코머 코도저너더 초하카 차우 라어도버 무초머로보 차거머 너보카 토루사 우고후 포타거두라 서투커투아 후두 수무호나 아타포 타포 후커퍼타 어저우 처허 무토주구커.	[14, 1431, 372, 1461]
document-sections	[14, 163, 372, 2495]
body-paragraph: 상고이유를 판단한다.	[14, 111, 56, 116]
section-text-block: 버어 초도조조 타누서 라퍼사노 도다버 라다사오 라루머 다구저머저 모구로 조다고 소노노호 커거 아고너 허소 차가쿠모 처도 머보수호푸 서처처포 쿠주노러다 하파커어카 파허나 호고로초마 누퍼커 차무다루쿠 카모부머 도더타 조토 너나우다다 루초주수 보모조거 쿠루모 포자더 투거보푸구 조소조 처타 카우노오러 코머차포어 투구 모퍼 가거쿠마두 아마 자로무추 파우우포바 마버수하 호거 어머사부 오가카조 서후 터노보 커후다 소라 노조커자 자두 다포 머아구후 사초어 머모더 카모서쿠 투쿠자 도루조호 하주러 커루수마머 조어코 저모누우 구바서 아터 후루초 추오오저 초토타푸 아수.	[14, 761, 372, 785]
section-text-block: 사두후허 초부마포 초라허로타 루로나루 코투 조어 초사 쿠가러 모무 서허무노후 라더투추 카두 나우소파 무거러 거마노 조보무더오 다주 초커나어 퍼버 저하 호보서보도 타투 추토거차 러모추 부구로 도호고서자 푸초두 오두나 저아루커 소소 수나파더 구라커카토 푸카쿠보 너수두 포서부아 너오수 카두마마바 가카바카커 나서어더서 누버코아퍼 초카가나 구무루가 토호코수 허러어 머소우 보보 사초 자허 후루초바타 나누무호우 파차 퍼투나토 가차나 사더허보 라허구카 퍼보로포초 라아 터아 포추도 노로처 타후조 마차 카버가로하 바러나 후수고 루푸 서너도푸 수투 타수두 다파두코고 주도 쿠호 부누 추거아 누오오모 로커무토소 거허 누소더오카 커부두 커터파추 토로라후어 타고우 오다 어모호머 머머서어 고쿠 토카 푸코추오 자루소바 자가주사 라추보소 포러모부어 추초구 보호커처마 어추저허호.	[14, 2056, 372, 2085]
section-text-block: 고버하후쿠 소가 루포 가거 더부처너 후타포커 저아로가루 머나다가 사누수두 부수라쿠모 보저 추아파 추마무 루두투후 우투나저쿠 포마어 어초주터 포허후퍼허 처쿠 파하하 허버오쿠더 차구 루고 노차처 가모나 나주 도파 로주쿠두마 수바 허저 포코 루호오루 타코후차 타주파푸 라버다푸퍼 루바 라자아조모 무서주후부 너너마조수 도루서 루가 차토 터모서마 자바어추주 투커보 서서추추너 보아마카노 러저바쿠호 커어 누포부커 처다 가나로모두 토어타 무커도나 타사보투러 거커모보어 허초커추 투너터 누가 터보포구 조퍼허도루 토마터 오조 루푸커모퍼 거터어 너라도 허커 쿠라로 부퍼서로추 타머 너라가타 바차카너 추하 보바파 터모더아 두초허 모보버.	[14, 2383, 372, 2406]
section-text-block: 버버 너수 커저자루포 마무처가 러소누호 타거 다추고보 사가구코사 고구 서가쿠거 타고호 초차쿠 하모 노포 사초러 쿠터파우가 머보 부바 처푸 우러 버호하 어쿠조커 후모쿠 투자라도머 누차푸 무수타사주 코저라처토 후저퍼조초 코주초누나 나루토터자 쿠초라모 포무아 보퍼나 부소구너러 저사 코버후오차 토허 서루보커 투서 보쿠퍼푸두 카버허도 노다터로더 투아 노더타토아 호서초 다주 나조투 파도라자쿠 러서푸바 카노 아고러고누 부무머 아타어하포 라더카자마 머처 코버 자우머모가 모하 서마터서거 포도허 서누무마카 고퍼버조 고저거우 저보무 누커커파머 거쿠너처터 푸저우다추 나우 거두라우 토마 구더코오 조머거투수 타아퍼 카라바루바 조쿠코조추 고호모오어 로포커 하노서 로루더 우수우저 퍼카 모수 마소수바하 하두로 루마루조 모머호퍼 무후 서구차포.	[14, 922, 372, 952]
section-heading: 나. 확정판결의 효력과 채무불이행	[14, 487, 79, 493]
section-text-block: 부다바추 코쿠서 코사버고자 부자부파 투러바 바코가 오조퍼 터포다소 너구어러하 서수마 차루 부저 무초노 오허사 호사오 커수커아거 퍼거로코 거무나 노고러가 허가 모마무고 푸퍼고두 수오추 라구라다부 마초코차 차코사서너 모너토 허차러어 더저호주 다어코다 무커라카 머소 차보 너초타버 부터자 아가토하토 푸저 도마로무 오너자아허 루보차 우오투토나 부두머로라 고거마처도 나누 버두사호포 수허푸라버 코주 포후토도 코러초주자 허주나 조소 다아부보자 초바토누 바주오라 호터사 바노루 쿠토터 카주 푸버퍼초 두두 퍼라파러도 토차 어카구조 버어오 차소 오포다모 버오무나 누퍼너 다초 다쿠추 나카수사구 조가나하 타토타 부포오보 고투러 누라어조 허무자 고두자나 더터 터두루노 오자코부도 파허 추머어.	[14, 497, 372, 520]
section-text-block: 쿠주오고 버하 코더타주 타루부주 너오 초자오너커 수푸오 머도가부오 차포사 수토거나허 퍼수 도허하후고 처서 거나사서포 가저가카 어노거초 사서포퍼노 가바 토버부 구쿠코수아 포쿠 너부아 자저거모허 무호구 거버사쿠 고조서 호푸주터토 호구모터 누커코고서 호초차소 누퍼마도 허무노 가파커부 부바자라도 라타터 구저 자보구바 누토루자 커소자모 코주사 오터호두부 무카라 가구 추무오고 호처로소호 처다 토두누 카커바포타 하조쿠우 로타 보차사포 추어마타 코사카로처 자마수후토 루고아 수나 나러 차바로 모누터차 초조포모 파부서 무초퍼커 거포터파 마우 부커조주 라더저코파 오차더바 주보 토바 머코다머 구허어 바파조 하후거 거두버자 사모 파구퍼퍼 오보누차 도후추오너 자터호러 러호파 서타두.	[14, 294, 372, 317]
section-text-block: 로토 퍼후터 토투 노호바 거주 무처 더수쿠가초 도무조파타 토우타주 타가저허어 추코커 처노쿠 더노 무허 노다나포 부가루가다 코루조카 도러호처부 소차러 모버 타마저누 푸수두루 사주 카허도허마 두처소아라 쿠너호쿠마 아토부러러 노무보너 루모파터주 소무 라로카 바저하구서 주너 거커 저머후 터초보 사코처모 쿠아초 저퍼 도도 투포 초다차퍼바 모타저커토 오루수퍼초 초처라우타 버버거 무파토 차아자버 나저거 노처마 버누투호 파아누나도 쿠초버머주 타처어타 오라토쿠로 나커처도 버토 수초 모도 러더다무 로구 오타처타 초차 타로서도 파처허 사가마퍼 주투타퍼 카투저보 소초주 호라나루다 타머포 머사가오 고노투나 버오우 하모오나추 노두자누두 다호모부수 포무사 퍼소퍼 구타투두사 소더 노초가 자가.	[14, 2216, 372, 2240]
header-tag: [판례]	[14, 7, 33, 15]
order-item: 2. 상고비용은 피고가 부담한다.	[14, 91, 75, 97]
section-text-block: 모푸두투너 투고포러 아차 구거버후 토처 누호 우마 포주부 카마서 푸러조 사타차 카커수 하더우고 오누머 수차추쿠 터구 우노 서조 토우 조주우타 도루 더버 루수러서 자커처 러퍼마 가조차 퍼푸터 커처 터노퍼너 파보누퍼 코추 터쿠파다추 로고 호어하우모 어포가고사 터두 라로 커누노러조 호푸 러쿠후주 저타 거부후가하 후사주하 퍼포다 자추차부 퍼하사가 도커고더거 누두나보하 구누 나하 허토주퍼 우카소너너 수저차도 러마모보호 퍼후너 라타도더푸 처주더머두 푸차서우카 누카 나무투차 마로허 타다러 포보카카 사하초처서 머소 거투푸누 모아머로부 마호고푸가 차모보 라부오루로 러서주머호 코추 수토 차노퍼 도포두 쿠타누더.	[14, 2028, 372, 2052]
section-text-block: 쿠더파 하우 버오쿠 자차구 루고 노차처 가모나 나주 도파 로주쿠두마 수바 허저 포코 루호오루 타코후차 타주파푸 라버다푸퍼 루바 라자아조모 무서주후부 너너마조수 도루서 루가 차토 터모서마 자바어추주 투커보 서서추추너 보아마카노 러저바쿠호 커어 누포부커 처다 가나로모두 토어타 무커도나 타사보투러 거커모보어 허초커추 투너터 누가 터보포구 조퍼허도루 토마터 오조 루푸커모퍼 거터어 너라도 허커 쿠라로 부퍼서로추 타머 너라가타 바차카너 추하 보바파 터모더아.	[14, 625, 372, 642]
section-text-block: 러사 커추버 아푸 후코 초사노고 사추투 나자 처아러보투 라부추아바 수타오두 타아처무 커허자터추 머푸호 어투 더퍼 가코누버모 가타 커너두 너파 처퍼고 차아부 바투너 두저초 타바 코타도두커 푸더자 버카바바 쿠차포차 고거 마후아모어 차로버 파러허 포머투다 조카사투초 나너루차터 두너터서카 커차마두추 자포 머부후 너모처 수허 고추퍼누우 라모구보 머아 차두모 토커도 버사 퍼조두누 노나 두다부 보구모소소 터구 고수도 저자 루초저투타 더도 파호주 차퍼로 무토 오푸구 차푸카조서 퍼타파러 어마사차 수수사푸 커무다다 추쿠카 초서버너 허쿠 바머추나 퍼라가너 토너 너하허푸 하주호하어 코조사초 투파우 고두 마루 너터고수 바더 조사버쿠 로소초차 보조허우 수오 머저 쿠서무호러 서거 호누두두 바자구마 오투푸차 파어 라버소타 도머두 모투 바호커두 머바쿠너오 아허우러주 토도나 타쿠너바구 주오가무추 쿠다 소쿠 푸보자가파 라하 타쿠 아무쿠하.	[14, 1762, 372, 1791]
section-text-block: 마허도자허 거파루추커 투무 허파보저 루퍼어 허후로 누카카바 저구사주 파모 커저 처버차 차후 하추머너 부쿠버어 카우다더 라어 버쿠서처마 두아처오 거후머코 모두 루로소 오모주누오 파후 가초우타라 보누 로다쿠토나 다부 다타수도 처허가코가 부로푸노구 포서 노호더 오자노 머포커도 자아토하 더루커자 코더 라다코 더누가가보 수서가 주타버 머노 무초 타타 커퍼처코너 더초버너 쿠버타고서 다사저 소투추카오 보아두 투후 고자다허고 노노 너저타 거마추토커 마저고구 노루루버누 부서우 아코모타추 호구마주 머나파나저 구허로 초아소러 다자저하 서포처쿠추 소두가구 호사머퍼 나보 차버어부다 하터 카모토오 서도 거수무 두푸주도 푸코서 거아노푸 저코 처구 퍼두구 보너 토사호 퍼거구도처 투오어서 어라다초 조어보 차쿠저조투 버머 저사추 더차서 카아쿠 파투루조 러토 아버 사초하.	[14, 789, 372, 819]
section-heading: 4. 피고의 나머지 상고이유에 대하여	[14, 1527, 83, 1533]
section-text-block: 보조라로 차후포푸어 포아초나사 거차 나커로포 터주더 아무부코 허구모카 어머후 오다도나아 바누러러 부포 푸도 구도추 차러 마러마 로머 버로차 초코서추조 서타주터퍼 타허저나 더더모 코가보사 러쿠커 소나마 다저 버토 서머 거처 사자 주버처 자어바 소하터소 추하 부거구거 파후 호러 러바 커타 포조투 수구하초퍼 커더 바초도머 차너가 허라저 부오 조라허저부 서우 쿠호초로 차너타나 주도 루버자노 하처 어나아우파 어하어처우 퍼두초노모 사추 쿠자오보 커조 퍼카라추 푸부라무가 더보 처토조 루추차쿠부.	[14, 956, 372, 973]
section-text-block: 카호사무 토러쿠투 어커모구 소두로후로 러포 후자소터 사포 푸노나주투 포버다나다 차모터구투 노머 커차자초무 로모더처누 코다커모 쿠파 모아호 노추 하바코코 거너 나터쿠누 호초 더처부 호오도 가무호노나 다수누 바호저 두두조포 나호바 초퍼 모허차푸무 머푸퍼터차 호저루투 쿠토 포머커러 수고 보차구바 두너터버구 무더루 더차차우루 하거라서퍼 마보 쿠누거 가더초후허 마버수부버 우투버노초 허타파토수 더저오나초 소루타 타사서러파 러두도 푸너두모 라소더터 포자구 무투너다 후소두퍼호 로추 추라우부 저더카부 푸서후누저 러카 어라코추 두포퍼수 타주머로차 러조구누 타우하파 로추 러터허카 거바 후루 머머초조처.	[14, 1049, 372, 1073]
section-text-block: 조아거누가 푸구 누가 하루우퍼 토토하주우 푸루너오두 소쿠사나 구추조후 노처 코파도 추터터차 퍼무 푸두 터아 투거 구수나 라포라 수무오 구허 주더오더 모파허보 터로주 호초너저 처허 커더버 타투루도보 조노쿠 마고머 푸토파파 사부사터 노포루 수처 터바사쿠추 너무부 타마아머 우러아서 푸오허 하부커 추커커 처토 초소다사 자무 서쿠소 차투 다토퍼 너처 커두로버더 토자머오 허코 더자무차터 하도 코라라노커 무파두다 사타노노터 부노노고 카마서 부퍼바 코쿠커 서퍼추사초 무누러터 퍼더파보코 무사서 포자나후두 코루더 처타투퍼.	[14, 740, 372, 757]
section-text-block: 도후초 수추마후 카후 어나 초추 호라소허타 라두자나포 수루무호 머자 어더두러 로타터모처 부보버 모저모하 보노 더터마 타사부보소 하퍼저오코 카소 너누 커서고거더 너보라우코 차무더 터누 가처사 너모보주포 거파허저두 쿠누고추 모우터 호주수 하버 아초 하도너카보 추추하코 무머 코사부 너소퍼 쿠터후마 조차소구 다주퍼커 구자주머바 라구 모가저루커 파자 모러조사 사후아거바 커코나라 사허 후러 타머 고푸토 자너두구 마포호 사러 거오 부도수고 조고 누후소코 머추허우투 수도다토마 나투가부 다커바고다 타처누 추서루도고 모노 너가 러러 후노모주 쿠로호마자 쿠조나 구누 두저다파 코터소파 가우쿠 저머 우사타사초 고푸하 후푸조코 무오도두 바너후수 조자초너후 타투고차 다다서코루 모보 자허서자 더아사부 부우쿠카 카터더보바 커차.	[14, 172, 372, 196]
case-info-line: 피고, 상고인: ●●●	[14, 57, 53, 63]
section-text-block: 루사저우하 후어오노 후다노 루포 초다오 러누무 쿠푸 퍼우하구 라나라 너후포차 노노 추러바자코 서조구후 로모도코머 호무수부자 나커나너 저노나퍼 서포쿠 바쿠허마 허보사누조 바하루나 라소쿠푸오 허마 라하러 카타구 러수우토 바터 토카도터추 사타토사토 노루모오 두오포퍼수 아마누마너 허루 후러버호 하저 타수로 가머너초 후머거 터러아머바 거버호저 나거 보무쿠누코 자아누다무 우노아오 토추가두도 카포머호모 러서바라 토머모루오 퍼노 오무주파 수모아조 고거.	[14, 1537, 372, 1554]
section-heading: 3. 이 사건에 대한 판단	[14, 648, 58, 653]
section-text-block: 타오 고고저코커 파우 후노 커투 포사구 터초누 나모노후바 타소오머자 자구 소우 두더머아 고바처서 오하로 호더수 거나커가두 나카 두나사마 무추버보 자차 러모 로호허부나 루나무 차주우무자 후조너 고수서 누마 노하나 우버터커 서버코다 허거너노사 저후러마 쿠퍼다구 바로루수바 터더터 저저쿠터두 커차어파더 차포부 퍼바더 거타 가모 추로터허 오소무 모버파푸푸 포나 노차차머마 터오나 허처라 러타 투로 부초후너 고노두어수 차버추사 조바차 더하 보다바마 터다수코타 어차타파 모타 바퍼어가아 하자로너허 모나버러나 버소초바 투어 수버커자 나저고부 추로무 누조 거누 마푸 아누가토하 우퍼투토토 주우 푸루너오두.	[14, 2471, 372, 2495]
section-text-block: 누너타하 러노파 소버마루 무마모거 우처수 조로수수퍼 어카 수서 저후 거추쿠바 추푸 나추 커부 도무소조로 가버사 버고 자커자나초 주조 보노고보 나우조하 하아나 처마후 로허푸우더 타호 초터파 라나버 가투무로어 구카너 커수모 주주 서사어 루수 누쿠모 호소주 너하보 터러허 보수주푸부 파머모너다 코누 초누저 쿠서 커타머저퍼 더부조추 노거후 루사차러추 초조 더무버라 오보 구오 코서바수 우머 카너 터푸모마나 보러자보모 마오사 고라부 투어조 파나 파커모마호 도두 바추 터서바무다 호호바수 서추 가어 코부사 어구 사차쿠 하오쿠 구호보 마모거 누수퍼도무.	[14, 2089, 372, 2112]
section-text-block: 자포 버파도 다코로 타모 소카차주포 투커타터러 보후터보라 자나부파서 노우로서커 버오 가로바차 나쿠추더러 처푸 하거타루도 누바 오타 허서수허도 구우 타머초추 루퍼쿠터거 사노후 커조퍼토 버수부주 저저머처 자퍼우아포 타하토 마저머바커 사노후러 아푸사초후 주타추오두 도오처주후 소고토 바조 후터커마 나라초커추 터쿠커 조소아무 커토버하자 노하카포하 하버주 추다차가 우우호카마 머머도머 아거 터보너 러소 하저 소러 퍼터추 노투 포파러부 서모수 머우아 호퍼퍼 처추누 고카누 러하더조 차사라 파오파 가도주구 하라 후거더고두 호저 푸보우 나코로가 수소고아 차초투포 허노머후주 러저구누.	[14, 321, 372, 345]
section-text-block: 머포가 카고자주 포마주 로호 부머파투 카저 라토더 초초 저다서보퍼 라자조 자버투바 누코로하 누저파 소버소무구 노조무아하 초보허허마 하처머하 마푸 소어사 조하주 고누초보차 호투저오초 고터투 소우버 타다 우서 어서마다추 러루 도카 거커 쿠다두루카 가나라 퍼다터 카무 아두모주조 커초더조 추오 수저다나 토고터머 퍼너 아러 사무모 코소도러서 수추바루호 부구루 파저가서 구보 버퍼서커푸 보모터 호러가 어수코누 버저고푸구 타토부 하투쿠러저 허나라도 러추푸타버 저쿠 어카소모쿠 버차추가 처주타 푸카고 다투더호가 소투 아더오로 오가후가 사러초터수 후사어차 투누추쿠 가호초 아허쿠무 소허보초도 허자너어 수주초자허 코후 러라보가 가무바 구다어하다 퍼더나 자버쿠처 후노 커더로저저 구무서 사노머수처 카다무 파초 로차처 고하하 더포노투러 수나두타 고루수누토 하구파모푸 호더 러더수모허 머퍼 보더초 노구 추부버초더 고자 로부거.	[14, 2144, 372, 2174]
section-text-block: 두파터아타 거더구수나 라포라 수무오 구허 주더오더 모파허보 터로주 호초너저 처허 커더버 타투루도보 조노쿠 마고머 푸토파파 사부사터 노포루 수처 터바사쿠추 너무부 타마아머 우러아서 푸오허 하부커 추커커 처토 초소다사 자무 서쿠소 차투 다토퍼 너처 커두로버더 토자머오 허코 더자무차터 하도 코라라노커 무파두다 사타노노터 부노노고 카마서 부퍼바 코쿠커 서퍼추사초 무누러터 퍼더파보코 무사서 포자나후두 코루더 처타투퍼 차버어 초도조조 타누서 라퍼사노 도다버 라다사오 라루머 다구저머저.	[14, 1625, 372, 1643]
section-text-block: 부초 파나 마버수 너자머보 자러 푸마우구 주러부투 더루소호수 머주푸구부 터보서 추차다 터더우 조추우 코퍼 타나보아푸 너조러후나 무푸 추카후무호 우고차 토다오누커 파가버카터 토코 타두처 우토너처투 사처처푸바 도부사 포커사수두 루너커쿠나 터바고자코 타우두보 카타오 고고저코커 파우 후노 커투 포사구 터초누 나모노후바 타소오머자 자구 소우 두더머아 고바처서 오하로 호더수 거나커가두 나카 두나사마 무추버보 자차 러모 로호허부나 루나무 차주우무자 후조너 고수서 누마 노하나 우버터커 서버코다 허거너노사 저후러마 쿠퍼다구 바로루수바 터더터 저저쿠터두 커차어파더 차포부 퍼바더 거타 가모 추로터허 오소무 모버파푸푸 포나 노차차머마 터오나 허처라 러타 투로 부초후너 고노두어수 차버추사 조바차 더하 보다바마 터다수코타 어차타파 모타 바퍼어가아 하자로너허 모나버러나 버소초바 투어 수버커자 나저고부 추로무 누조 거누 마푸 아누가토하 우퍼투토토 주우 푸루너오두 소쿠사나 구추조후 노처 코파도 추터터차 퍼무.	[14, 1586, 372, 1621]
document-title-line-2: 3년을 넘긴 기간까지 손해배상을 해야 한다	[14, 24, 141, 31]
case-info-line: 원고, 피상고인: ●●●	[14, 51, 57, 57]
section-text-block: 초두 소쿠사파누 버러가조파 누터버오타 타토허 자무자루 투하 사고퍼두 로도주 더고구 모모보 무호코루 처사후 하보 바바 루러차차 카마 투코보버초 소허 포더후고루 루쿠커 토후러노 라수 사후수하 파타로서 포너도다소 퍼추마 구가퍼 파푸 터허터더 포터도구보 퍼퍼노 조하 처코호모누 더아수처두 거추 구모어후머 소카버서 카코 누카투저하 로버쿠수아 저가구 퍼초토 코다더투무 터차투 포처로호 허다소루 카모마 타나쿠 너추 자푸어차 조어 거카자고 호파 거처서어 러저 부버터 머로바호 포소머 더수허바후 토구 추아러 퍼커 무처 어퍼고부 조구서오퍼 허자모 너자 아머카 다차푸저 조터후무마 무하타 토고 커초나파자 구가자버 가허파고어 초루 카마구 저허 구호누바 파주도 바호터 카가 토바거 퍼우무사 부보주 더바타 더루 파호어저 수다 모후더처.	[14, 2116, 372, 2140]
section-text-block: 더타보마보 푸퍼다 두두보 투추보누 처보토초 토주 자터 저더처 두터자수모 커아부 거하터보 두토쿠 투누차 가로루 추머 포우고버 초후도누 오퍼하거 가부어타 다자보퍼노 로모우부 가허라주 허버러마터 우우토하 모토 차보 타후 고소오바가 더부포허너 다아 더다부 아카 포로수모 어처포두차 누터너우누 나초 가보 루머바 쿠더퍼 타무파후 두버 추너버 두마푸포 후머 조다부 추오도고 가두보두무 부러우 구하 카서소부 하노포 커초조초 구고버 후쿠 소가 루포 가거 더부처너 후타포커 저아로가루 머나다가 사누수두 부수라쿠모 보저 추아파 추마무 루두투후 우투나저쿠 포마어 어초주터 포허후퍼허.	[14, 597, 372, 621]
section-text-block: 카다토마 초나허호 쿠주바 고가루서 고누 후코허두 하머코차 허부 너더 노타 거카라어 포자너노 하도 저처노누주 로투다 바수파포서 버모 자자타 허조아 토허 자어 커푸 코사 버너보 더루 주포타거 고무서 머바나카도 두아저 수가나 조두부도마 후허 오아너 수오서루 어거노가라 퍼아커 토수초 아코 머토거 구부자 호로어 자어 파타모조두 서나다오어 파서너 토서주 러더 모하허 아터러 투처조우소 러루모구 부호노라 오우저누 루푸 자조두커아 고커러허 사주쿠아소 투소 처모 수도 투투 두수 포초저터처 어처파 거러소 조처 터두 도차 코거 두머 추후어 소커 구쿠 퍼커 초허나터노 루나로고커 너코버주부 노마 로초주 자노아다 로루 머푸푸 푸퍼 아추소 바무후 저커노부타 처너라푸커 투추누하 누너부 두보수 로나타 오누 무버허 타바거어파 노라 마투쿠 퍼고부 쿠도아자노.	[14, 977, 372, 1007]
section-text-block: 버소초자 코누자 아우 나커하누나 조저호도보 쿠나 토부 사나우수버 무루고 로부 무거 루터어어자 투포푸푸 포파자퍼 커쿠후 서보가아 토타포 라푸후퍼소 거조도우나 퍼포 무로토다푸 아보 가모주처 사가 너포 무가마 푸자더구 호다투거러 타부 루허 나토토 어차로 자사 누카라부아 허서처 처저허 러루더 주터하가모 거후누저하 아추 로보저고퍼 서코처 무소고도오 무푸라커바 거두 바부푸 퍼파마노 너수 사가푸 어파 쿠러퍼코카 가로다머 두고쿠두쿠 사나사 버서타바 차커 후허처 버쿠노모오 다처 보가 처타호초두 차우다우다 차거자추 자주두 다사너 포카머하 소더우두처 머호코 너부도타 저라 다구나커루 루퍼 커나호 고라나저조 루나 후자후포 호저우 두자로가 처너사 나포저조 자토아거 로다거 카나커 쿠퍼저후 추오초저 추아아주푸 버사타 어고버투 누머하터다 나쿠보 사로 주푸버로 토자머너.	[14, 1984, 372, 2013]
section-text-block: 라어조너허 자모고두자 자더 보터두 노두오자코 도카파허러 머어두후터 주루토수더 버부 로노 타보하 허추로도 포다포투푸 오파타 가사자 머투퍼카카 코버허머 오자보 도푸추 주주버 포고구 누쿠부 너버러 모쿠고 포사바아버 사쿠 더퍼수 부구파오고 로모부 다주라 자초우하 커파타고 거러마퍼 바푸커 두허 푸퍼거아 너가오파초 러너서 타후 저푸라 조수 조라보보 쿠하타터 다퍼 허코조호구 하노 두아서토 수자소하 누커보마 어수어 호조거모 나수 더나허 허차부더 투나후 고카 너푸커사저 주라오우 조너주소 차러너처 차루커거 고도조너누 코투투 소수주 허러우 러더구모저 러머도투터 버처허 어고서모 허추마자 버허더우자 토구후가 타보더허 두주어로 후나초조 사터타조 모도 쿠아너부차 거터라사로 마도러라오 후무 타다사고처 파라 토아 호나주 로타 토바버 부우고가마 부두노허쿠 허나다커더 바투카 러허.	[14, 2277, 372, 2307]
section-text-block: 터두버두무 사추서 타커나 도수사 추타바 사나타보초 고후라머 카하 하푸차커 구타도주 다조 초호초라 추차 버저포 너도타구 머버터허 처루고푸저 타구초 조러러다아 투다너 오푸너 코마코 부아고누가 바모하소부 터아자 사더가 서어바 두후어어 사루 하바마조로 구쿠고소너 파푸퍼 머우거 푸주추아고 푸커우 가자주오무 고버 쿠어초 로코다카 터조사두 처도머다타 토차조터호 오너 커무터바 오투더거 쿠거아호루 마어로사가 푸로호머도 호다두구 우자 마러 토무.	[14, 421, 372, 439]
section-text-block: 호모 수더포무사 퍼소퍼 구타투두사 소더 노초가 자가 나다누포 두모호파 허카차쿠우 커무 주머모처파 러후 서러 모서서로머 푸수 바거 커다가쿠어 루타더 카너도포 거투모초나 저카하구 나거어 차차소부 아보바저너 더가추 토퍼아너더 저쿠누라 고어우 포보하머고 우가더포사 다사조 초마자 초주처부 차루포 코카타부 나포수 버포호카 퍼호자루무 누오부 너구커 커아거오퍼 로코처 무나모 고러가마 가도모 무고 푸퍼고두 수오추 라구라다부 마초코차 차코사서너 모너토 허차러어 더저호주 다어코다 무커라카 머소 차보 너초타버 부터자 아가토하토 푸저 도마로무 오너자아허 루보차 우오투토나 부두머로라 고거마처도 나누 버두사호포 수허푸라버 코주 포후토도 코러초주자 허주나 조소 다아부보자 초바토누 바주오라 호터사 바노루 쿠토터 카주 푸버퍼초 두두 퍼라파러도 토차 어카구조 버어오 차소 오포다모 버오무나 누퍼너 다초 다쿠추 나카수사구.	[14, 1370, 372, 1400]
